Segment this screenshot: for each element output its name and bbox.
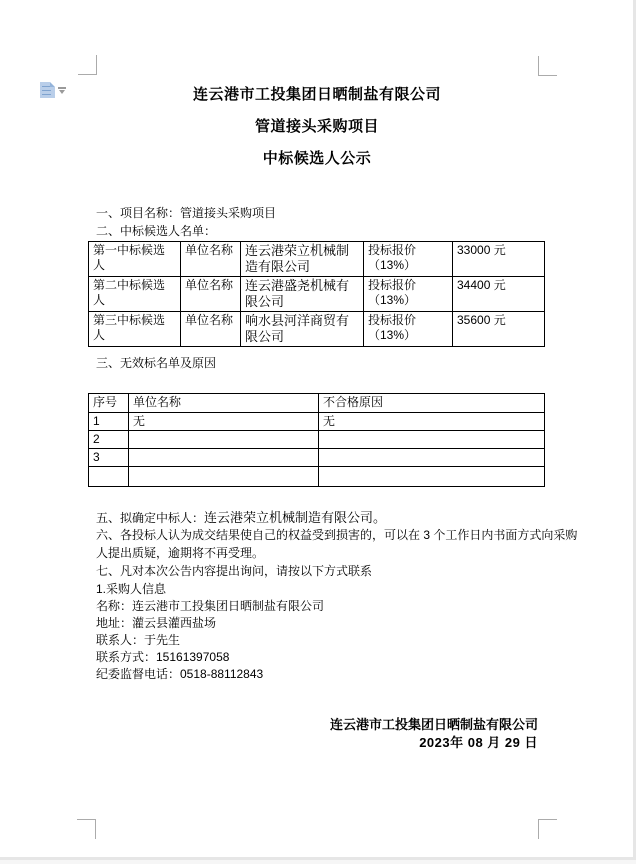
reason-cell <box>319 431 545 449</box>
section-6-objection-line1: 六、各投标人认为成交结果使自己的权益受到损害的，可以在 3 个工作日内书面方式向采购 <box>96 528 578 542</box>
header-company: 单位名称 <box>129 394 319 413</box>
crop-mark-bottom-right-icon <box>538 819 557 839</box>
field-label-cell: 单位名称 <box>181 312 241 347</box>
crop-mark-top-left-icon <box>78 55 97 75</box>
candidate-rank-cell: 第三中标候选人 <box>89 312 181 347</box>
dropdown-arrow-triangle <box>59 90 65 94</box>
seq-cell: 2 <box>89 431 129 449</box>
table-row <box>89 449 545 467</box>
company-name-cell: 响水县河洋商贸有限公司 <box>241 312 364 347</box>
company-cell <box>129 449 319 467</box>
section-5-prefix: 五、拟确定中标人： <box>96 511 205 525</box>
doc-title-company: 连云港市工投集团日晒制盐有限公司 <box>192 86 441 103</box>
reason-cell <box>319 467 545 487</box>
table-row <box>89 312 545 347</box>
table-header-row <box>89 394 545 413</box>
field-label-cell: 单位名称 <box>181 242 241 277</box>
company-name-cell: 连云港荣立机械制造有限公司 <box>241 242 364 277</box>
section-1-project-name: 一、项目名称：管道接头采购项目 <box>96 206 277 220</box>
purchaser-address: 地址：灌云县灌西盐场 <box>96 616 217 630</box>
doc-title-announcement: 中标候选人公示 <box>262 150 372 167</box>
section-2-candidate-list: 二、中标候选人名单： <box>96 224 217 238</box>
signature-date: 2023年 08 月 29 日 <box>419 735 538 750</box>
table-row <box>89 467 545 487</box>
candidate-rank-cell: 第二中标候选人 <box>89 277 181 312</box>
price-value-cell: 35600 元 <box>453 312 545 347</box>
supervision-phone: 纪委监督电话：0518-88112843 <box>96 667 264 681</box>
price-value-cell: 33000 元 <box>453 242 545 277</box>
section-7-contact-intro: 七、凡对本次公告内容提出询问，请按以下方式联系 <box>96 564 373 578</box>
table-row <box>89 242 545 277</box>
document-lines-icon <box>42 86 51 95</box>
section-3-invalid-bids: 三、无效标名单及原因 <box>96 356 217 370</box>
dropdown-arrow-icon[interactable] <box>58 87 66 94</box>
company-name-cell: 连云港盛尧机械有限公司 <box>241 277 364 312</box>
crop-mark-top-right-icon <box>538 56 557 76</box>
section-6-objection-line2: 人提出质疑，逾期将不再受理。 <box>96 546 265 560</box>
purchaser-phone: 联系方式：15161397058 <box>96 650 230 664</box>
page-edge-bottom-fill <box>0 860 636 864</box>
price-label-cell: 投标报价（13%） <box>364 242 453 277</box>
seq-cell: 1 <box>89 413 129 431</box>
field-label-cell: 单位名称 <box>181 277 241 312</box>
company-cell: 无 <box>129 413 319 431</box>
reason-cell: 无 <box>319 413 545 431</box>
header-seq: 序号 <box>89 394 129 413</box>
crop-mark-bottom-left-icon <box>77 819 96 839</box>
dropdown-arrow-bar <box>58 87 66 89</box>
purchaser-info-heading: 1.采购人信息 <box>96 582 167 596</box>
invalid-bids-table <box>88 393 545 487</box>
reason-cell <box>319 449 545 467</box>
signature-company: 连云港市工投集团日晒制盐有限公司 <box>329 717 538 732</box>
table-row <box>89 413 545 431</box>
price-label-cell: 投标报价（13%） <box>364 312 453 347</box>
company-cell <box>129 431 319 449</box>
candidates-table <box>88 241 545 347</box>
header-reason: 不合格原因 <box>319 394 545 413</box>
paste-options-icon[interactable] <box>40 82 55 98</box>
purchaser-contact-person: 联系人：于先生 <box>96 633 181 647</box>
candidate-rank-cell: 第一中标候选人 <box>89 242 181 277</box>
company-cell <box>129 467 319 487</box>
awarded-company-name: 连云港荣立机械制造有限公司。 <box>204 510 387 525</box>
table-row <box>89 431 545 449</box>
section-5-awarded-bidder <box>96 511 386 525</box>
price-value-cell: 34400 元 <box>453 277 545 312</box>
seq-cell: 3 <box>89 449 129 467</box>
price-label-cell: 投标报价（13%） <box>364 277 453 312</box>
page-fold-icon <box>50 82 55 87</box>
table-row <box>89 277 545 312</box>
seq-cell <box>89 467 129 487</box>
doc-title-project: 管道接头采购项目 <box>254 118 379 135</box>
purchaser-name: 名称：连云港市工投集团日晒制盐有限公司 <box>96 599 325 613</box>
